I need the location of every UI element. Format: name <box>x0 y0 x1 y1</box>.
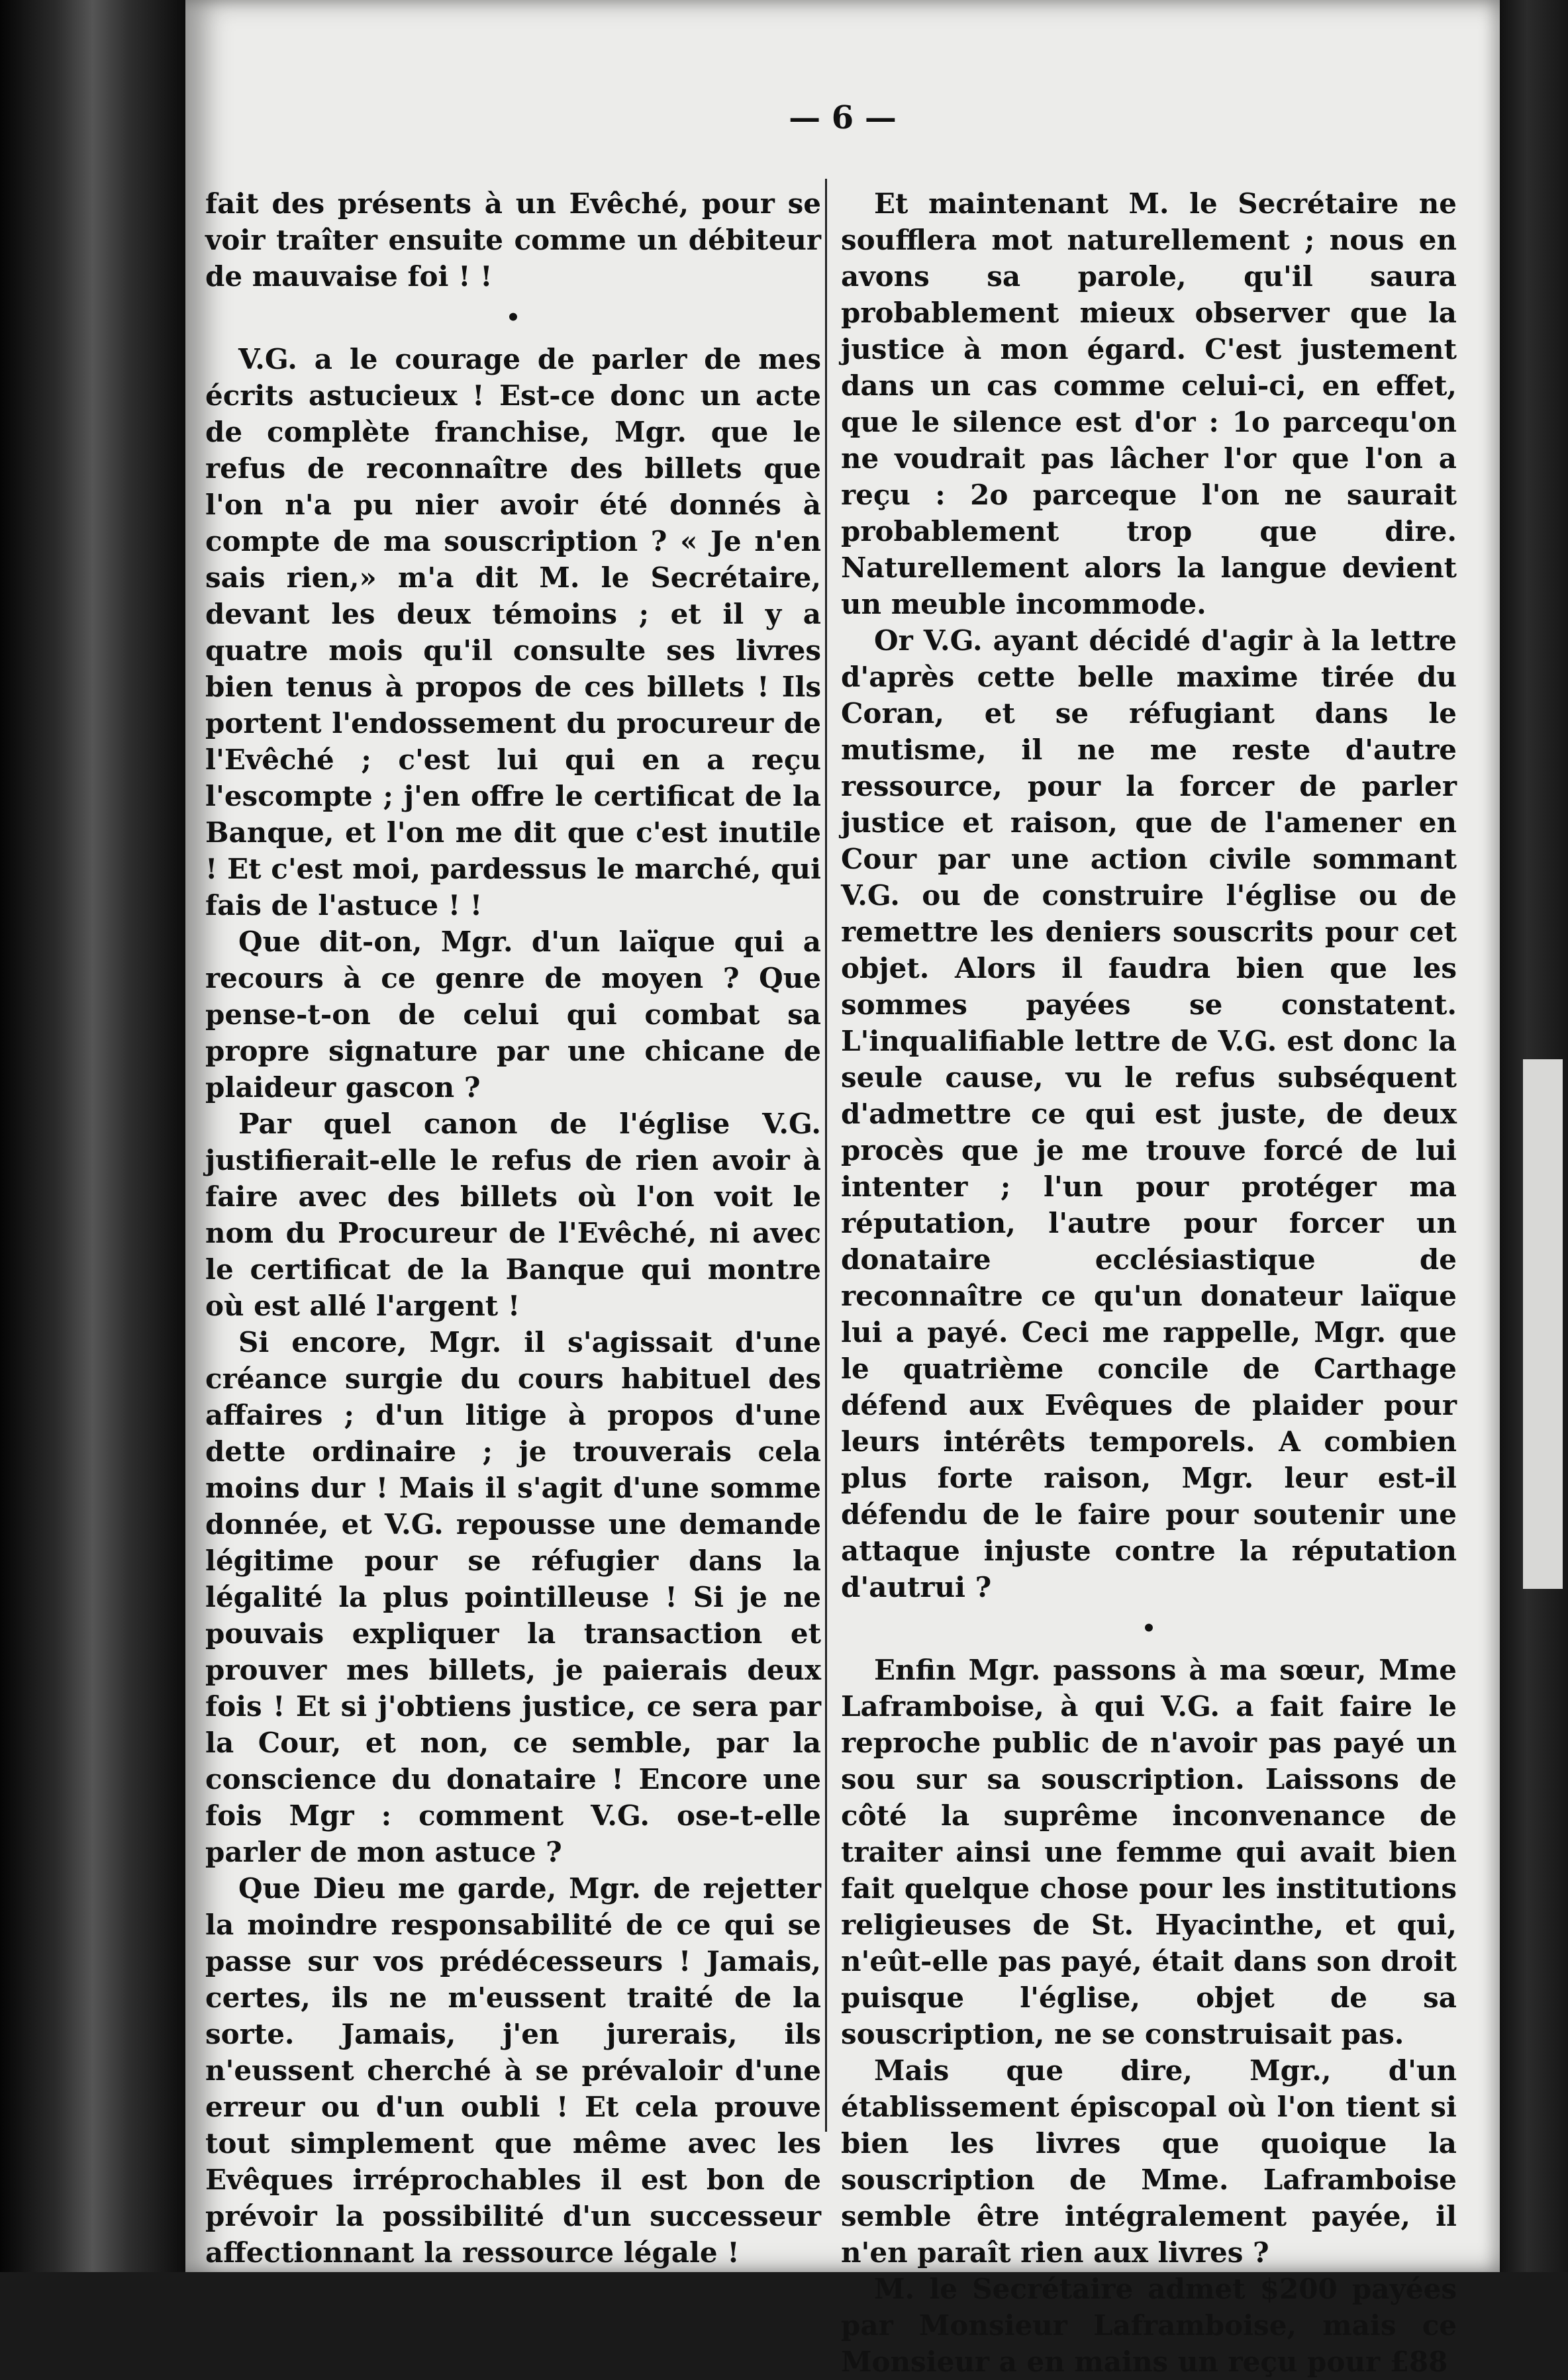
paragraph: Mais que dire, Mgr., d'un établissement épiscopal où l'on tient si bien les livres que quoique la souscription de Mme. Laframboise semble être intégralement payée, il n'en paraît rien aux livres ? <box>841 2054 1457 2269</box>
book-binding <box>0 0 185 2272</box>
column-divider <box>825 179 827 2132</box>
right-column <box>841 185 1457 2380</box>
page-number: — 6 — <box>789 99 897 136</box>
paragraph: fait des présents à un Evêché, pour se voir traîter ensuite comme un débiteur de mauvaise foi ! ! <box>205 187 821 293</box>
paragraph: Que Dieu me garde, Mgr. de rejetter la moindre responsabilité de ce qui se passe sur vos prédécesseurs ! Jamais, certes, ils ne m'eussent traité de la sorte. Jamais, j'en jurerais, ils n'eussent cherché à se prévaloir d'une erreur ou d'un oubli ! Et cela prouve tout simplement que même avec les Evêques irréprochables il est bon de prévoir la possibilité d'un successeur affectionnant la ressource légale ! <box>205 1872 821 2269</box>
left-column <box>205 185 821 2271</box>
next-page-strip <box>1523 1059 1563 1589</box>
paragraph: Si encore, Mgr. il s'agissait d'une créance surgie du cours habituel des affaires ; d'un litige à propos d'une dette ordinaire ; je trouverais cela moins dur ! Mais il s'agit d'une somme donnée, et V.G. repousse une demande légitime pour se réfugier dans la légalité la plus pointilleuse ! Si je ne pouvais expliquer la transaction et prouver mes billets, je paierais deux fois ! Et si j'obtiens justice, ce sera par la Cour, et non, ce semble, par la conscience du donataire ! Encore une fois Mgr : comment V.G. ose-t-elle parler de mon astuce ? <box>205 1326 821 1868</box>
paragraph: Or V.G. ayant décidé d'agir à la lettre d'après cette belle maxime tirée du Coran, et se réfugiant dans le mutisme, il ne me reste d'autre ressource, pour la forcer de parler justice et raison, que de l'amener en Cour par une action civile sommant V.G. ou de construire l'église ou de remettre les deniers souscrits pour cet objet. Alors il faudra bien que les sommes payées se constatent. L'inqualifiable lettre de V.G. est donc la seule cause, vu le refus subséquent d'admettre ce qui est juste, de deux procès que je me trouve forcé de lui intenter ; l'un pour protéger ma réputation, l'autre pour forcer un donataire ecclésiastique de reconnaître ce qu'un donateur laïque lui a payé. Ceci me rappelle, Mgr. que le quatrième concile de Carthage défend aux Evêques de plaider pour leurs intérêts temporels. A combien plus forte raison, Mgr. leur est-il défendu de le faire pour soutenir une attaque injuste contre la réputation d'autrui ? <box>841 624 1457 1603</box>
paragraph: Enfin Mgr. passons à ma sœur, Mme Laframboise, à qui V.G. a fait faire le reproche public de n'avoir pas payé un sou sur sa souscription. Laissons de côté la suprême inconvenance de traiter ainsi une femme qui avait bien fait quelque chose pour les institutions religieuses de St. Hyacinthe, et qui, n'eût-elle pas payé, était dans son droit puisque l'église, objet de sa souscription, ne se construisait pas. <box>841 1654 1457 2050</box>
paragraph: Que dit-on, Mgr. d'un laïque qui a recours à ce genre de moyen ? Que pense-t-on de celui qui combat sa propre signature par une chicane de plaideur gascon ? <box>205 926 821 1104</box>
paragraph: Par quel canon de l'église V.G. justifierait-elle le refus de rien avoir à faire avec des billets où l'on voit le nom du Procureur de l'Evêché, ni avec le certificat de la Banque qui montre où est allé l'argent ! <box>205 1108 821 1322</box>
paragraph: M. le Secrétaire admet $200 payées par Monsieur Laframboise, mais ce Monsieur a en mains un reçu pour £88 <box>841 2273 1457 2378</box>
book-page <box>185 0 1500 2378</box>
section-separator: • <box>1142 1615 1156 1642</box>
section-separator: • <box>506 305 520 331</box>
paragraph: Et maintenant M. le Secrétaire ne soufflera mot naturellement ; nous en avons sa parole, qu'il saura probablement mieux observer que la justice à mon égard. C'est justement dans un cas comme celui-ci, en effet, que le silence est d'or : 1o parcequ'on ne voudrait pas lâcher l'or que l'on a reçu : 2o parceque l'on ne saurait probablement trop que dire. Naturellement alors la langue devient un meuble incommode. <box>841 187 1457 620</box>
paragraph: V.G. a le courage de parler de mes écrits astucieux ! Est-ce donc un acte de complète franchise, Mgr. que le refus de reconnaître des billets que l'on n'a pu nier avoir été donnés à compte de ma souscription ? « Je n'en sais rien,» m'a dit M. le Secrétaire, devant les deux témoins ; et il y a quatre mois qu'il consulte ses livres bien tenus à propos de ces billets ! Ils portent l'endossement du procureur de l'Evêché ; c'est lui qui en a reçu l'escompte ; j'en offre le certificat de la Banque, et l'on me dit que c'est inutile ! Et c'est moi, pardessus le marché, qui fais de l'astuce ! ! <box>205 343 821 922</box>
